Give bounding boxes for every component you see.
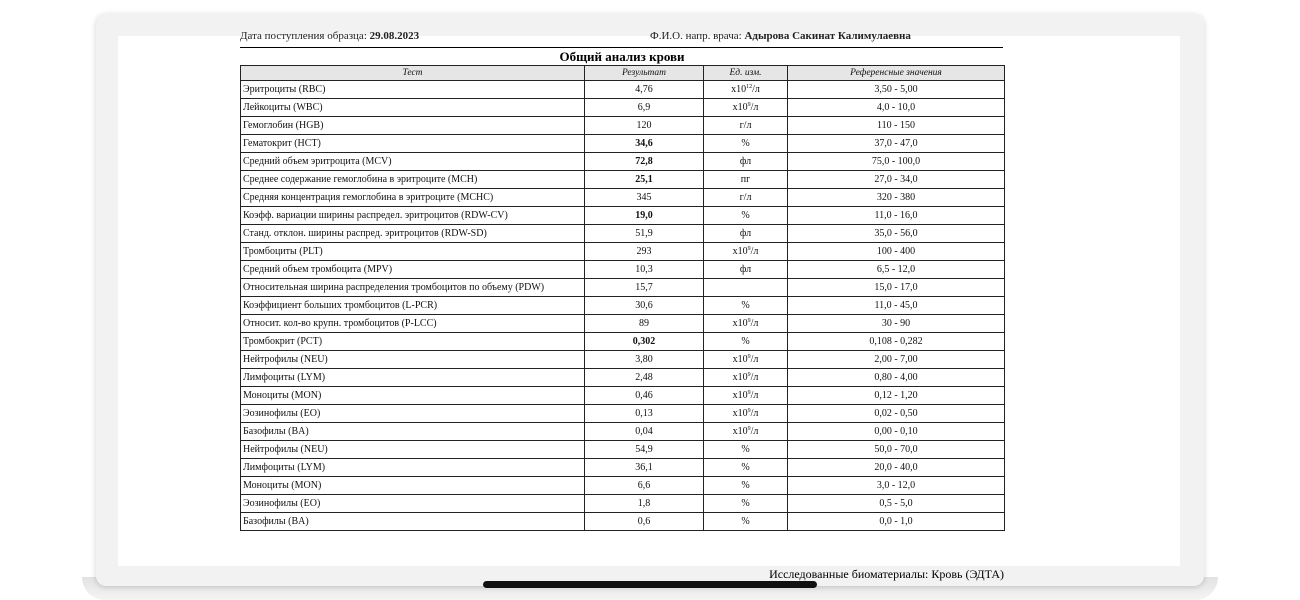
result-cell: 0,6 (585, 513, 704, 531)
unit-tail: /л (750, 372, 759, 383)
test-name-cell: Тромбоциты (PLT) (241, 243, 585, 261)
reference-range-cell: 75,0 - 100,0 (788, 153, 1005, 171)
table-row (241, 135, 1005, 153)
home-indicator[interactable] (483, 581, 817, 588)
result-cell: 15,7 (585, 279, 704, 297)
reference-range-cell: 3,0 - 12,0 (788, 477, 1005, 495)
unit-tail: /л (750, 390, 759, 401)
table-row (241, 369, 1005, 387)
table-row (241, 315, 1005, 333)
unit-exponent: 9 (747, 372, 751, 378)
result-cell: 2,48 (585, 369, 704, 387)
table-row (241, 171, 1005, 189)
document-viewer[interactable] (96, 14, 1204, 586)
unit-base: % (741, 462, 750, 473)
result-cell: 72,8 (585, 153, 704, 171)
test-name-cell: Эозинофилы (EO) (241, 405, 585, 423)
unit-base: x10 (732, 426, 748, 437)
unit-cell (704, 243, 788, 261)
results-table (240, 65, 1005, 531)
table-row (241, 207, 1005, 225)
unit-cell (704, 423, 788, 441)
result-cell: 89 (585, 315, 704, 333)
unit-cell (704, 459, 788, 477)
test-name-cell: Станд. отклон. ширины распред. эритроцитов (RDW-SD) (241, 225, 585, 243)
unit-cell (704, 261, 788, 279)
table-row (241, 279, 1005, 297)
unit-base: % (741, 138, 750, 149)
result-cell: 0,302 (585, 333, 704, 351)
biomaterial-note: Исследованные биоматериалы: Кровь (ЭДТА) (769, 567, 1004, 581)
unit-exponent: 9 (747, 426, 751, 432)
unit-base: % (741, 480, 750, 491)
unit-cell (704, 297, 788, 315)
unit-tail: /л (750, 246, 759, 257)
unit-exponent: 9 (747, 390, 751, 396)
test-name-cell: Базофилы (BA) (241, 423, 585, 441)
table-row (241, 387, 1005, 405)
unit-exponent: 9 (747, 354, 751, 360)
unit-cell (704, 405, 788, 423)
reference-range-cell: 11,0 - 45,0 (788, 297, 1005, 315)
unit-base: г/л (739, 120, 752, 131)
unit-base: % (741, 300, 750, 311)
reference-range-cell: 100 - 400 (788, 243, 1005, 261)
result-cell: 293 (585, 243, 704, 261)
reference-range-cell: 20,0 - 40,0 (788, 459, 1005, 477)
test-name-cell: Средний объем эритроцита (MCV) (241, 153, 585, 171)
table-row (241, 117, 1005, 135)
test-name-cell: Нейтрофилы (NEU) (241, 441, 585, 459)
unit-cell (704, 387, 788, 405)
table-row (241, 441, 1005, 459)
unit-cell (704, 351, 788, 369)
unit-base: x10 (732, 354, 748, 365)
unit-base: x10 (732, 246, 748, 257)
table-row (241, 243, 1005, 261)
unit-cell (704, 333, 788, 351)
test-name-cell: Средняя концентрация гемоглобина в эритроците (MCHC) (241, 189, 585, 207)
unit-base: x10 (732, 372, 748, 383)
table-row (241, 477, 1005, 495)
reference-range-cell: 0,5 - 5,0 (788, 495, 1005, 513)
test-name-cell: Относит. кол-во крупн. тромбоцитов (P-LCC) (241, 315, 585, 333)
referring-doctor (650, 30, 911, 42)
test-name-cell: Средний объем тромбоцита (MPV) (241, 261, 585, 279)
unit-base: г/л (739, 192, 752, 203)
table-row (241, 261, 1005, 279)
unit-base: % (741, 210, 750, 221)
test-name-cell: Нейтрофилы (NEU) (241, 351, 585, 369)
reference-range-cell: 2,00 - 7,00 (788, 351, 1005, 369)
column-header-unit: Ед. изм. (704, 66, 788, 81)
table-row (241, 333, 1005, 351)
result-cell: 19,0 (585, 207, 704, 225)
unit-cell (704, 279, 788, 297)
unit-base: % (741, 336, 750, 347)
unit-base: x10 (732, 102, 748, 113)
unit-base: % (741, 444, 750, 455)
result-cell: 54,9 (585, 441, 704, 459)
unit-cell (704, 315, 788, 333)
reference-range-cell: 0,108 - 0,282 (788, 333, 1005, 351)
unit-base: % (741, 498, 750, 509)
header-divider (240, 47, 1003, 48)
unit-exponent: 9 (747, 102, 751, 108)
table-row (241, 513, 1005, 531)
table-row (241, 99, 1005, 117)
result-cell: 1,8 (585, 495, 704, 513)
unit-base: x10 (731, 84, 747, 95)
table-row (241, 297, 1005, 315)
result-cell: 4,76 (585, 81, 704, 99)
result-cell: 0,46 (585, 387, 704, 405)
table-row (241, 225, 1005, 243)
reference-range-cell: 11,0 - 16,0 (788, 207, 1005, 225)
column-header-reference: Референсные значения (788, 66, 1005, 81)
sample-received (240, 30, 419, 42)
test-name-cell: Моноциты (MON) (241, 387, 585, 405)
reference-range-cell: 6,5 - 12,0 (788, 261, 1005, 279)
test-name-cell: Моноциты (MON) (241, 477, 585, 495)
table-row (241, 351, 1005, 369)
unit-cell (704, 207, 788, 225)
table-row (241, 459, 1005, 477)
result-cell: 10,3 (585, 261, 704, 279)
unit-base: x10 (732, 318, 748, 329)
unit-cell (704, 189, 788, 207)
reference-range-cell: 320 - 380 (788, 189, 1005, 207)
unit-base: x10 (732, 390, 748, 401)
reference-range-cell: 0,80 - 4,00 (788, 369, 1005, 387)
reference-range-cell: 3,50 - 5,00 (788, 81, 1005, 99)
result-cell: 51,9 (585, 225, 704, 243)
reference-range-cell: 27,0 - 34,0 (788, 171, 1005, 189)
result-cell: 30,6 (585, 297, 704, 315)
unit-base: x10 (732, 408, 748, 419)
reference-range-cell: 30 - 90 (788, 315, 1005, 333)
unit-exponent: 9 (747, 318, 751, 324)
report-content (240, 30, 1004, 581)
reference-range-cell: 37,0 - 47,0 (788, 135, 1005, 153)
column-header-result: Результат (585, 66, 704, 81)
unit-tail: /л (750, 408, 759, 419)
table-row (241, 495, 1005, 513)
unit-cell (704, 495, 788, 513)
test-name-cell: Среднее содержание гемоглобина в эритроците (MCH) (241, 171, 585, 189)
reference-range-cell: 4,0 - 10,0 (788, 99, 1005, 117)
table-header-row (241, 66, 1005, 81)
test-name-cell: Базофилы (BA) (241, 513, 585, 531)
result-cell: 0,04 (585, 423, 704, 441)
reference-range-cell: 0,0 - 1,0 (788, 513, 1005, 531)
result-cell: 25,1 (585, 171, 704, 189)
result-cell: 3,80 (585, 351, 704, 369)
referring-doctor-label: Ф.И.О. напр. врача: (650, 30, 742, 42)
reference-range-cell: 110 - 150 (788, 117, 1005, 135)
result-cell: 34,6 (585, 135, 704, 153)
unit-exponent: 12 (746, 84, 753, 90)
sample-received-label: Дата поступления образца: (240, 30, 367, 42)
table-row (241, 189, 1005, 207)
table-row (241, 81, 1005, 99)
test-name-cell: Лимфоциты (LYM) (241, 369, 585, 387)
result-cell: 36,1 (585, 459, 704, 477)
test-name-cell: Коэфф. вариации ширины распредел. эритроцитов (RDW-CV) (241, 207, 585, 225)
unit-base: фл (739, 264, 752, 275)
reference-range-cell: 35,0 - 56,0 (788, 225, 1005, 243)
test-name-cell: Лейкоциты (WBC) (241, 99, 585, 117)
reference-range-cell: 0,02 - 0,50 (788, 405, 1005, 423)
table-row (241, 153, 1005, 171)
unit-cell (704, 225, 788, 243)
test-name-cell: Гемоглобин (HGB) (241, 117, 585, 135)
table-row (241, 405, 1005, 423)
test-name-cell: Относительная ширина распределения тромбоцитов по объему (PDW) (241, 279, 585, 297)
unit-base: фл (739, 228, 752, 239)
sample-received-value: 29.08.2023 (369, 30, 420, 42)
unit-tail: /л (752, 84, 760, 95)
unit-exponent: 9 (747, 246, 751, 252)
test-name-cell: Эозинофилы (EO) (241, 495, 585, 513)
result-cell: 0,13 (585, 405, 704, 423)
unit-cell (704, 117, 788, 135)
unit-cell (704, 171, 788, 189)
test-name-cell: Лимфоциты (LYM) (241, 459, 585, 477)
unit-cell (704, 369, 788, 387)
result-cell: 6,9 (585, 99, 704, 117)
unit-cell (704, 441, 788, 459)
result-cell: 120 (585, 117, 704, 135)
document-page (118, 30, 1180, 581)
column-header-test: Тест (241, 66, 585, 81)
unit-cell (704, 513, 788, 531)
table-row (241, 423, 1005, 441)
report-title: Общий анализ крови (559, 49, 685, 64)
unit-cell (704, 153, 788, 171)
reference-range-cell: 0,12 - 1,20 (788, 387, 1005, 405)
unit-tail: /л (750, 426, 759, 437)
unit-tail: /л (750, 102, 759, 113)
unit-cell (704, 135, 788, 153)
unit-tail: /л (750, 318, 759, 329)
reference-range-cell: 0,00 - 0,10 (788, 423, 1005, 441)
unit-base: % (741, 516, 750, 527)
reference-range-cell: 50,0 - 70,0 (788, 441, 1005, 459)
referring-doctor-value: Адырова Сакинат Калимулаевна (744, 30, 911, 42)
result-cell: 345 (585, 189, 704, 207)
unit-cell (704, 81, 788, 99)
test-name-cell: Коэффициент больших тромбоцитов (L-PCR) (241, 297, 585, 315)
unit-base: пг (740, 174, 751, 185)
unit-tail: /л (750, 354, 759, 365)
result-cell: 6,6 (585, 477, 704, 495)
test-name-cell: Гематокрит (HCT) (241, 135, 585, 153)
reference-range-cell: 15,0 - 17,0 (788, 279, 1005, 297)
test-name-cell: Тромбокрит (PCT) (241, 333, 585, 351)
test-name-cell: Эритроциты (RBC) (241, 81, 585, 99)
unit-cell (704, 99, 788, 117)
unit-exponent: 9 (747, 408, 751, 414)
unit-cell (704, 477, 788, 495)
unit-base: фл (739, 156, 752, 167)
